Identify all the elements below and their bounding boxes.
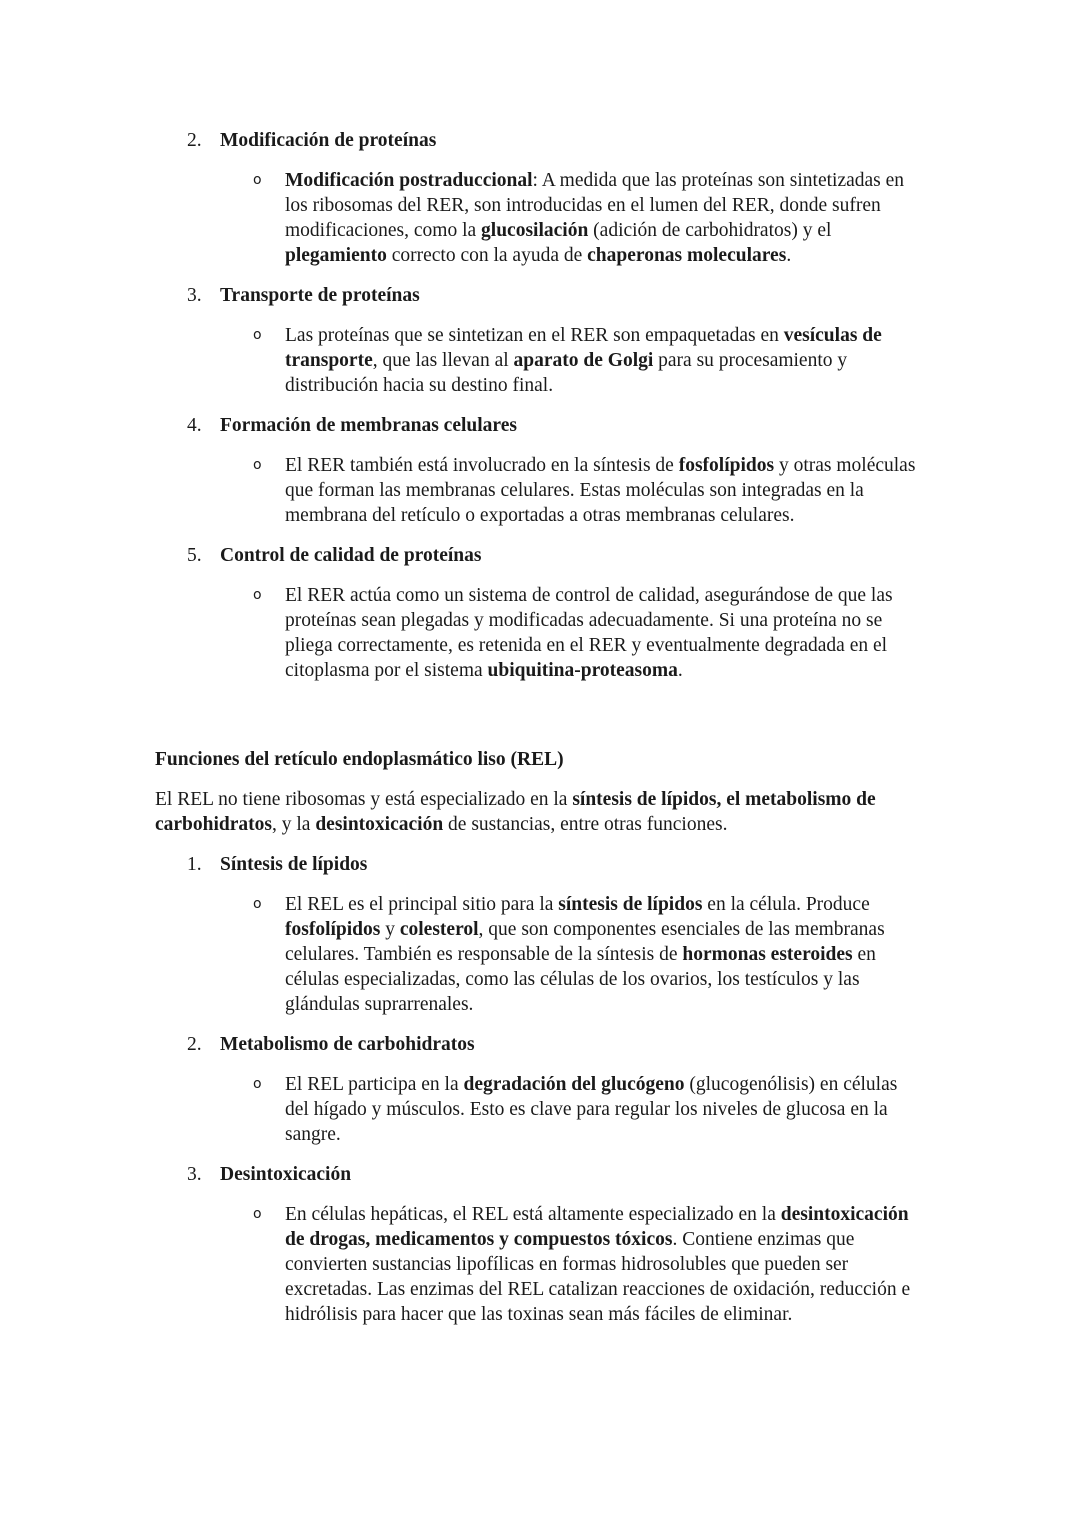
text-segment: en células especializadas, como las células de los ovarios, los testículos y las glándulas suprarrenales. [285,944,876,1015]
list-number: 3. [187,1164,202,1185]
bold-term: desintoxicación [315,814,444,835]
text-segment: para su procesamiento y distribución hacia su destino final. [285,350,848,396]
text-segment: , y la [272,814,316,835]
text-segment: . [786,245,792,266]
list-item-heading: Transporte de proteínas [220,285,420,306]
list-item [155,852,925,1017]
text-segment: . [677,660,683,681]
text-segment: El REL no tiene ribosomas y está especializado en la [155,789,573,810]
bullet-circle-icon: o [253,457,262,473]
bullet-text [285,1072,925,1147]
text-segment: en la célula. Produce [702,894,870,915]
list-number: 5. [187,545,202,566]
list-number: 3. [187,285,202,306]
bullet-circle-icon: o [253,327,262,343]
bullet-text [285,1202,925,1327]
text-segment: El RER también está involucrado en la síntesis de [285,455,679,476]
list-number: 2. [187,1034,202,1055]
text-segment: (adición de carbohidratos) y el [588,220,832,241]
text-segment: y [380,919,400,940]
bullet-circle-icon: o [253,1206,262,1222]
sub-bullet [155,168,925,268]
text-segment: Las proteínas que se sintetizan en el RER son empaquetadas en [285,325,784,346]
bold-term: plegamiento [285,245,387,266]
text-segment: , que las llevan al [372,350,514,371]
bold-term: aparato de Golgi [513,350,654,371]
bold-term: vesículas de transporte [285,325,882,371]
list-item-heading: Metabolismo de carbohidratos [220,1034,475,1055]
text-segment: (glucogenólisis) en células del hígado y músculos. Esto es clave para regular los niveles de glucosa en la sangre. [285,1074,898,1145]
text-segment: , que son componentes esenciales de las membranas celulares. También es responsable de la síntesis de [285,919,885,965]
list-number: 2. [187,130,202,151]
bold-term: síntesis de lípidos [558,894,703,915]
rer-functions-list [155,128,925,683]
rel-functions-list [155,852,925,1327]
bullet-circle-icon: o [253,172,262,188]
bold-term: fosfolípidos [285,919,381,940]
text-segment: El RER actúa como un sistema de control de calidad, asegurándose de que las proteínas sean plegadas y modificadas adecuadamente. Si una proteína no se pliega correctamente, es retenida en el RER y eventualmente degradada en el citoplasma por el sistema [285,585,893,681]
bold-term: colesterol [399,919,479,940]
text-segment: El REL es el principal sitio para la [285,894,559,915]
bullet-circle-icon: o [253,896,262,912]
bold-term: glucosilación [481,220,589,241]
list-number: 1. [187,854,202,875]
list-item [155,413,925,528]
bullet-circle-icon: o [253,1076,262,1092]
text-segment: correcto con la ayuda de [386,245,588,266]
bullet-text [285,453,925,528]
bullet-text [285,892,925,1017]
text-segment: de sustancias, entre otras funciones. [443,814,728,835]
bold-term: ubiquitina-proteasoma [487,660,678,681]
document-page [155,128,925,1342]
bold-term: Modificación postraduccional [285,170,533,191]
sub-bullet [155,323,925,398]
bold-term: degradación del glucógeno [463,1074,685,1095]
sub-bullet [155,1072,925,1147]
sub-bullet [155,583,925,683]
list-number: 4. [187,415,202,436]
list-item-heading: Síntesis de lípidos [220,854,368,875]
rel-intro-paragraph [155,787,925,837]
sub-bullet [155,1202,925,1327]
list-item [155,283,925,398]
sub-bullet [155,453,925,528]
list-item-heading: Desintoxicación [220,1164,352,1185]
list-item [155,128,925,268]
bold-term: fosfolípidos [678,455,775,476]
bold-term: desintoxicación de drogas, medicamentos y compuestos tóxicos [285,1204,909,1250]
bullet-text [285,583,925,683]
text-segment: : A medida que las proteínas son sintetizadas en los ribosomas del RER, son introducidas en el lumen del RER, donde sufren modificaciones, como la [285,170,905,241]
bold-term: chaperonas moleculares [587,245,787,266]
list-item-heading: Formación de membranas celulares [220,415,517,436]
text-segment: El REL participa en la [285,1074,464,1095]
bullet-circle-icon: o [253,587,262,603]
sub-bullet [155,892,925,1017]
list-item [155,1162,925,1327]
bullet-text [285,323,925,398]
text-segment: En células hepáticas, el REL está altamente especializado en la [285,1204,781,1225]
bold-term: síntesis de lípidos, el metabolismo de carbohidratos [155,789,876,835]
list-item-heading: Modificación de proteínas [220,130,437,151]
section-title-rel: Funciones del retículo endoplasmático liso (REL) [155,749,564,770]
bold-term: hormonas esteroides [682,944,853,965]
list-item [155,1032,925,1147]
bullet-text [285,168,925,268]
list-item [155,543,925,683]
list-item-heading: Control de calidad de proteínas [220,545,482,566]
text-segment: . Contiene enzimas que convierten sustancias lipofílicas en formas hidrosolubles que pueden ser excretadas. Las enzimas del REL catalizan reacciones de oxidación, reducción e hidrólisis para hacer que las toxinas sean más fáciles de eliminar. [285,1229,911,1325]
text-segment: y otras moléculas que forman las membranas celulares. Estas moléculas son integradas en la membrana del retículo o exportadas a otras membranas celulares. [285,455,916,526]
